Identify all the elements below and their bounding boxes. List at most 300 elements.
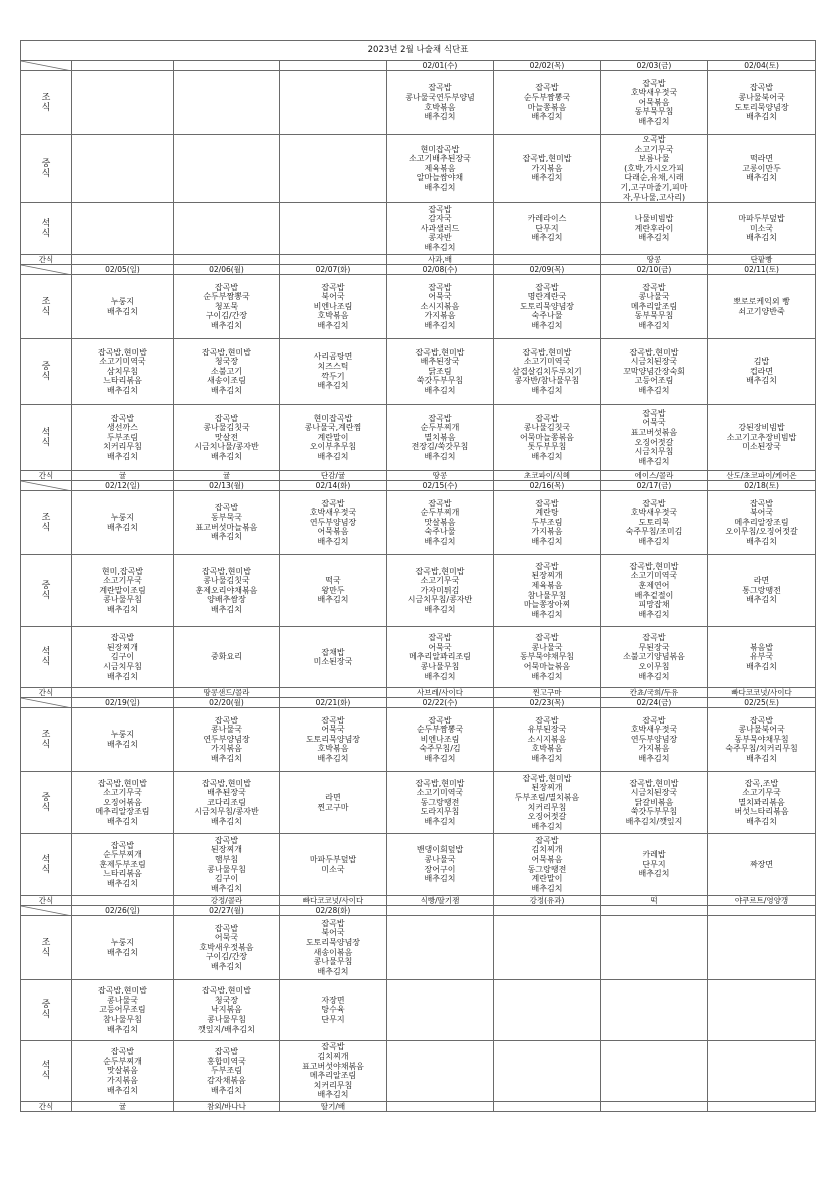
corner-cell: [21, 481, 72, 491]
menu-item: 시금치된장국: [630, 788, 678, 798]
menu-item: 동부묵야채무침: [734, 734, 789, 744]
menu-item: 단무지: [535, 223, 559, 233]
date-cell: 02/02(목): [494, 61, 601, 71]
menu-cell: [601, 980, 708, 1041]
menu-item: 치커리무침: [527, 802, 567, 812]
menu-item: 배추김치: [638, 386, 670, 396]
menu-item: 청포묵: [214, 301, 239, 311]
menu-cell: [601, 135, 708, 203]
date-row: [21, 265, 816, 275]
menu-item: 소고기무국: [420, 576, 460, 586]
menu-item: 시금치무침/콩자반: [194, 807, 259, 817]
menu-item: 훈제연어: [638, 581, 670, 591]
menu-item: 배추김치: [211, 962, 242, 972]
menu-item: 어묵마늘쫑볶음: [519, 432, 575, 442]
dinner-row: [21, 1041, 816, 1102]
menu-cell: [174, 275, 280, 339]
menu-item: 잡곡밥: [428, 413, 452, 423]
menu-item: 배추김치: [531, 321, 563, 331]
menu-item: 배추김치: [638, 321, 670, 331]
menu-item: 배추김치: [424, 671, 456, 681]
menu-cell: [708, 772, 816, 834]
menu-cell: [174, 203, 280, 255]
menu-item: 콩나물김칫국: [203, 576, 250, 586]
dinner-row: [21, 627, 816, 688]
menu-item: 동부묵국: [211, 513, 242, 523]
menu-cell: [174, 772, 280, 834]
menu-cell: [494, 405, 601, 471]
menu-item: 배추김치: [424, 452, 456, 462]
snack-label: 간식: [21, 471, 72, 481]
menu-item: 현미,잡곡밥: [101, 566, 144, 576]
menu-item: 메추리알장조림: [95, 807, 150, 817]
menu-item: 가지볶음: [638, 744, 670, 754]
menu-cell: [280, 980, 387, 1041]
date-cell: 02/22(수): [387, 698, 494, 708]
menu-item: 잡곡밥: [321, 1042, 345, 1052]
menu-item: 배추김치: [107, 386, 138, 396]
date-cell: [387, 906, 494, 916]
menu-item: 콩나물무침: [103, 595, 142, 605]
menu-cell: [72, 772, 174, 834]
menu-item: 소고기미역국: [523, 357, 571, 367]
menu-item: 톳두부무침: [527, 442, 567, 452]
menu-item: 배추김치: [638, 609, 670, 619]
menu-item: 연두부양념장: [630, 734, 678, 744]
breakfast-label: 조 식: [21, 916, 72, 980]
snack-cell: 산도/초코파이/케어온: [708, 471, 816, 481]
menu-item: 청국장: [214, 995, 239, 1005]
snack-cell: 식빵/딸기잼: [387, 896, 494, 906]
menu-cell: [494, 555, 601, 627]
snack-cell: 사브레/사이다: [387, 688, 494, 698]
menu-item: 배추김치: [531, 386, 563, 396]
menu-item: 잡곡밥: [214, 413, 239, 423]
menu-item: 순두부짬뽕국: [416, 725, 464, 735]
menu-item: 어묵국: [642, 418, 666, 428]
menu-cell: [280, 275, 387, 339]
menu-item: 알마늘쌈야채: [416, 173, 464, 183]
menu-item: 잡곡밥,현미밥: [629, 778, 679, 788]
corner-cell: [21, 61, 72, 71]
menu-item: 배추김치: [317, 754, 349, 764]
menu-item: 꼬막양념간장숙회: [623, 366, 685, 376]
menu-item: 호박새우젓국: [630, 725, 678, 735]
menu-item: 된장찌개: [531, 783, 563, 793]
date-cell: 02/18(토): [708, 481, 816, 491]
menu-item: 계란탕: [535, 508, 559, 518]
menu-cell: [494, 772, 601, 834]
menu-item: 배추김치: [638, 116, 670, 126]
menu-item: 도토리묵: [638, 517, 670, 527]
menu-cell: [387, 71, 494, 135]
date-cell: 02/01(수): [387, 61, 494, 71]
snack-cell: 땅콩샌드/콜라: [174, 688, 280, 698]
menu-item: 도토리묵양념장: [519, 301, 575, 311]
menu-item: 배추김치: [424, 321, 456, 331]
corner-cell: [21, 906, 72, 916]
menu-cell: [494, 834, 601, 896]
menu-item: 잡곡밥,현미밥: [415, 566, 465, 576]
menu-item: 숙주무침/치커리무침: [725, 744, 798, 754]
menu-cell: [387, 1041, 494, 1102]
menu-item: 사리곰탕면: [313, 352, 353, 362]
menu-item: 훈제두부조림: [99, 859, 146, 869]
dinner-label: 석 식: [21, 627, 72, 688]
date-cell: 02/17(금): [601, 481, 708, 491]
menu-item: 잡곡밥,현미밥: [522, 347, 572, 357]
menu-item: 어묵마늘볶음: [523, 661, 571, 671]
date-cell: 02/23(목): [494, 698, 601, 708]
menu-cell: [280, 1041, 387, 1102]
menu-item: 배추김치: [638, 869, 670, 879]
menu-item: 배추김치: [746, 376, 777, 386]
menu-item: 콩나물무침: [420, 661, 460, 671]
menu-cell: [174, 71, 280, 135]
menu-item: 배추김치: [317, 595, 349, 605]
menu-item: 배추김치: [211, 452, 242, 462]
menu-item: 참나물무침: [527, 590, 567, 600]
menu-item: 동그랑땡전: [420, 797, 460, 807]
date-cell: 02/28(화): [280, 906, 387, 916]
lunch-row: [21, 555, 816, 627]
menu-item: 보름나물: [638, 154, 670, 164]
menu-item: 콩나물김칫국: [523, 423, 571, 433]
menu-item: 떡국: [325, 576, 341, 586]
date-cell: [494, 906, 601, 916]
menu-cell: [601, 339, 708, 405]
menu-item: 잡곡밥: [428, 715, 452, 725]
menu-item: 배추김치: [107, 1085, 138, 1095]
menu-item: 카레라이스: [527, 214, 567, 224]
menu-item: 배추김치: [211, 605, 242, 615]
menu-item: 깻잎지/배추김치: [198, 1024, 255, 1034]
menu-item: 배추김치: [746, 595, 777, 605]
menu-item: 잡곡밥: [642, 633, 666, 643]
menu-item: 순두부찌개: [103, 850, 142, 860]
menu-item: 양배추쌈장: [207, 595, 246, 605]
menu-item: 배추김치: [424, 182, 456, 192]
menu-item: 시금치무침: [634, 447, 674, 457]
menu-cell: [280, 916, 387, 980]
date-cell: 02/04(토): [708, 61, 816, 71]
menu-item: 잡곡밥: [535, 561, 559, 571]
menu-item: 두부조림: [211, 1066, 242, 1076]
menu-item: 치즈스틱: [317, 362, 349, 372]
menu-item: 잡채밥: [321, 647, 345, 657]
snack-cell: 땅콩: [387, 471, 494, 481]
menu-item: 삼치무침: [107, 366, 138, 376]
menu-item: 멸치꽈리볶음: [738, 797, 785, 807]
menu-item: 어묵볶음: [317, 527, 349, 537]
corner-cell: [21, 265, 72, 275]
date-cell: 02/21(화): [280, 698, 387, 708]
menu-cell: [174, 491, 280, 555]
menu-item: 고등어조림: [634, 376, 674, 386]
snack-cell: [72, 255, 174, 265]
date-cell: [174, 61, 280, 71]
menu-cell: [174, 916, 280, 980]
snack-row: [21, 896, 816, 906]
menu-cell: [280, 339, 387, 405]
menu-item: 느타리볶음: [103, 869, 142, 879]
menu-item: 단무지: [642, 859, 666, 869]
menu-cell: [708, 275, 816, 339]
menu-item: 콩나물국: [531, 642, 563, 652]
menu-item: 호박볶음: [317, 744, 349, 754]
menu-cell: [601, 555, 708, 627]
menu-item: 콩나물국: [638, 292, 670, 302]
breakfast-label: 조 식: [21, 708, 72, 772]
menu-cell: [174, 1041, 280, 1102]
menu-cell: [387, 627, 494, 688]
menu-item: 잡곡밥: [110, 1047, 135, 1057]
menu-item: 쑥갓두부무침: [416, 376, 464, 386]
menu-item: 잡곡,조밥: [744, 778, 779, 788]
menu-item: 청국장: [214, 357, 239, 367]
menu-item: 자장면: [321, 995, 345, 1005]
snack-cell: [601, 1102, 708, 1112]
snack-cell: [494, 1102, 601, 1112]
menu-item: 잡곡밥: [642, 282, 666, 292]
lunch-label: 중 식: [21, 980, 72, 1041]
menu-item: 찐고구마: [317, 802, 349, 812]
menu-cell: [280, 135, 387, 203]
menu-item: 배추된장국: [420, 357, 460, 367]
breakfast-row: [21, 491, 816, 555]
menu-item: 미소된장국: [742, 442, 781, 452]
menu-item: 탕수육: [321, 1005, 345, 1015]
menu-item: 생선까스: [107, 423, 138, 433]
menu-item: 밴댕이회덮밥: [416, 845, 464, 855]
menu-item: 잡곡밥,현미밥: [629, 347, 679, 357]
menu-item: 된장찌개: [107, 642, 138, 652]
date-cell: 02/03(금): [601, 61, 708, 71]
menu-item: 소고기무국: [742, 788, 781, 798]
date-cell: 02/11(토): [708, 265, 816, 275]
menu-item: 순두부찌개: [420, 423, 460, 433]
menu-item: 배추김치/깻잎지: [625, 817, 683, 827]
menu-item: 오이무침: [638, 661, 670, 671]
date-cell: [601, 906, 708, 916]
menu-item: 라면: [753, 576, 770, 586]
lunch-label: 중 식: [21, 135, 72, 203]
menu-cell: [174, 708, 280, 772]
menu-item: 무된장국: [638, 642, 670, 652]
menu-item: 잡곡밥: [642, 715, 666, 725]
menu-item: 배추김치: [211, 754, 242, 764]
menu-item: 호박새우젓국: [309, 508, 357, 518]
menu-item: 계란후라이: [634, 223, 674, 233]
menu-item: 오곡밥: [642, 135, 666, 144]
menu-cell: [601, 708, 708, 772]
menu-cell: [601, 627, 708, 688]
menu-cell: [494, 916, 601, 980]
menu-item: 김밥: [753, 357, 770, 367]
menu-item: 오이무침/오징어젓갈: [725, 527, 798, 537]
snack-cell: 야쿠르트/영양갱: [708, 896, 816, 906]
menu-item: 잡곡밥: [428, 282, 452, 292]
menu-item: 잡곡밥: [214, 715, 239, 725]
menu-cell: [494, 339, 601, 405]
snack-row: [21, 1102, 816, 1112]
snack-cell: [280, 255, 387, 265]
menu-item: 배추김치: [424, 386, 456, 396]
menu-item: 배추김치: [211, 321, 242, 331]
menu-item: 어묵볶음: [638, 97, 670, 107]
menu-item: 사과샐러드: [420, 223, 460, 233]
menu-item: 가지볶음: [424, 311, 456, 321]
menu-item: 비엔나조림: [313, 301, 353, 311]
menu-item: 시금치무침/콩자반: [407, 595, 473, 605]
menu-cell: [494, 275, 601, 339]
menu-item: 고롱이만두: [742, 163, 781, 173]
menu-item: 배추김치: [638, 671, 670, 681]
menu-cell: [494, 708, 601, 772]
menu-item: 배추김치: [638, 233, 670, 243]
menu-item: 현미잡곡밥: [420, 144, 460, 154]
date-cell: 02/06(월): [174, 265, 280, 275]
menu-item: 잡곡밥: [321, 498, 345, 508]
menu-item: 가지볶음: [211, 744, 242, 754]
menu-item: 잡곡밥,현미밥: [522, 154, 572, 164]
menu-cell: [280, 405, 387, 471]
snack-cell: 단감/귤: [280, 471, 387, 481]
menu-item: 순두부찌개: [420, 508, 460, 518]
menu-item: 잡곡밥,현미밥: [629, 561, 679, 571]
menu-cell: [387, 339, 494, 405]
diagonal-divider-icon: [21, 906, 72, 916]
menu-item: 어묵국: [214, 933, 239, 943]
menu-item: 소고기무국: [103, 788, 142, 798]
menu-item: 미소국: [321, 864, 345, 874]
menu-cell: [174, 405, 280, 471]
menu-item: 다래순,유채,시래: [624, 173, 684, 183]
menu-cell: [72, 627, 174, 688]
menu-item: 소불고기양념볶음: [623, 652, 685, 662]
menu-item: 라면: [325, 793, 341, 803]
menu-item: 배추김치: [531, 754, 563, 764]
menu-item: 소고기미역국: [416, 788, 464, 798]
menu-item: 쇠고기양반죽: [738, 306, 785, 316]
date-cell: 02/15(수): [387, 481, 494, 491]
menu-item: 고등어무조림: [99, 1005, 146, 1015]
menu-item: 자,무나물,고사리): [622, 192, 686, 202]
menu-cell: [280, 71, 387, 135]
menu-cell: [72, 491, 174, 555]
menu-item: 배추김치: [531, 173, 563, 183]
menu-cell: [494, 627, 601, 688]
menu-item: 배추김치: [317, 452, 349, 462]
menu-item: 북어국: [749, 508, 774, 518]
menu-item: 호박새우젓국: [630, 88, 678, 98]
menu-cell: [708, 71, 816, 135]
menu-item: 김구이: [110, 652, 135, 662]
menu-item: 배추김치: [424, 112, 456, 122]
menu-item: 콩나물국연두부양념: [405, 92, 475, 102]
menu-item: 동그랑땡전: [527, 864, 567, 874]
menu-item: 김치찌개: [317, 1051, 349, 1061]
date-cell: 02/12(일): [72, 481, 174, 491]
menu-item: 순두부찌개: [103, 1056, 142, 1066]
menu-item: 소고기무국: [103, 576, 142, 586]
menu-item: 맛살전: [214, 432, 239, 442]
menu-item: 잡곡밥: [110, 413, 135, 423]
menu-item: 배추김치: [424, 874, 456, 884]
menu-cell: [72, 405, 174, 471]
menu-item: 배추김치: [424, 754, 456, 764]
menu-item: 잡곡밥: [214, 1047, 239, 1057]
menu-item: 구이김/간장: [205, 952, 248, 962]
menu-item: 잡곡밥: [642, 408, 666, 418]
menu-item: 배추김치: [211, 532, 242, 542]
menu-item: 배추김치: [317, 381, 349, 391]
menu-cell: [601, 405, 708, 471]
date-cell: [708, 906, 816, 916]
date-row: [21, 61, 816, 71]
menu-cell: [174, 555, 280, 627]
lunch-row: [21, 772, 816, 834]
snack-cell: [72, 688, 174, 698]
menu-cell: [72, 834, 174, 896]
menu-item: 잡곡밥: [749, 715, 774, 725]
menu-cell: [280, 627, 387, 688]
menu-item: 콩나물국: [424, 855, 456, 865]
menu-item: 소고기배추된장국: [409, 154, 471, 164]
menu-item: 숙주나물: [424, 527, 456, 537]
menu-cell: [387, 980, 494, 1041]
menu-item: 어묵국: [428, 642, 452, 652]
menu-item: 숙주나물: [531, 311, 563, 321]
snack-cell: 칸쵸/국희/두유: [601, 688, 708, 698]
menu-item: 배추김치: [107, 522, 138, 532]
menu-item: 가지볶음: [531, 527, 563, 537]
menu-item: 배추김치: [746, 754, 777, 764]
menu-item: 배추김치: [746, 173, 777, 183]
menu-item: 배추김치: [317, 1090, 349, 1100]
menu-item: 잡곡밥: [321, 282, 345, 292]
snack-cell: 귤: [72, 471, 174, 481]
menu-item: 콩나물국: [107, 995, 138, 1005]
diagonal-divider-icon: [21, 481, 72, 491]
menu-item: 소고기미역국: [630, 571, 678, 581]
menu-item: 두부조림: [107, 432, 138, 442]
menu-item: 비엔나조림: [420, 734, 460, 744]
menu-cell: [387, 135, 494, 203]
snack-cell: 강정(유과): [494, 896, 601, 906]
snack-cell: [280, 688, 387, 698]
date-cell: [72, 61, 174, 71]
menu-item: 콩자반/참나물무침: [514, 376, 580, 386]
menu-item: 숙주무침/김: [419, 744, 461, 754]
menu-cell: [280, 772, 387, 834]
menu-item: 제육볶음: [531, 581, 563, 591]
menu-cell: [72, 135, 174, 203]
menu-item: 시금치무침: [103, 661, 142, 671]
menu-item: 호박볶음: [531, 744, 563, 754]
menu-item: 배추김치: [424, 605, 456, 615]
menu-item: 호박볶음: [424, 102, 456, 112]
menu-item: 배추김치: [531, 883, 563, 893]
menu-item: 어묵볶음: [531, 855, 563, 865]
menu-cell: [708, 916, 816, 980]
menu-item: 코다리조림: [207, 797, 246, 807]
menu-cell: [494, 71, 601, 135]
menu-item: 누룽지: [110, 297, 135, 307]
menu-item: 소시지볶음: [420, 301, 460, 311]
menu-item: 배추김치: [211, 883, 242, 893]
menu-item: 잡곡밥: [428, 83, 452, 93]
